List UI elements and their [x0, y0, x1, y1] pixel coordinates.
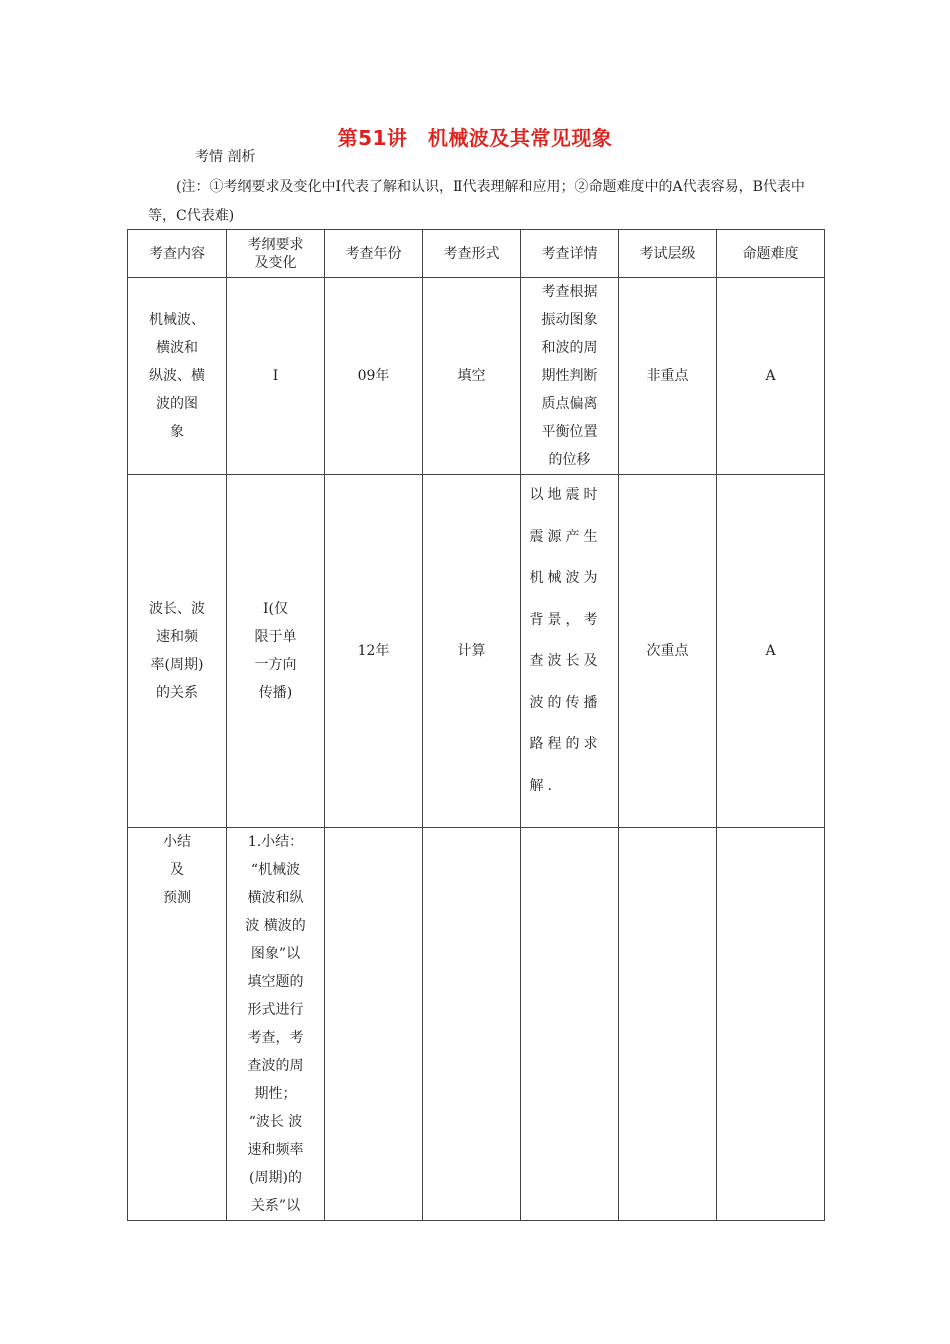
legend-note: (注：①考纲要求及变化中Ⅰ代表了解和认识，Ⅱ代表理解和应用；②命题难度中的A代表容易，B代表中等，C代表难): [148, 179, 805, 224]
detail-cell: 以地震时 震源产生 机械波为 背景，考 查波长及 波的传播 路程的求 解.: [521, 475, 619, 828]
header-cell: 考查详情: [521, 230, 619, 278]
page-title: 第51讲 机械波及其常见现象: [337, 126, 613, 150]
section-subtitle: 考情 剖析: [195, 149, 256, 165]
difficulty-cell: A: [717, 278, 825, 475]
requirement-cell: 1.小结： “机械波 横波和纵 波 横波的 图象”以 填空题的 形式进行 考查，考 查波的周 期性； “波长 波 速和频率 (周期)的 关系”以: [227, 828, 325, 1221]
level-cell: [619, 828, 717, 1221]
header-cell: 考查内容: [128, 230, 227, 278]
table-row: [128, 828, 825, 1221]
level-cell: 次重点: [619, 475, 717, 828]
header-cell: 考纲要求 及变化: [227, 230, 325, 278]
level-cell: 非重点: [619, 278, 717, 475]
content-cell: 小结 及 预测: [128, 828, 227, 1221]
table-row: [128, 278, 825, 475]
header-cell: 考试层级: [619, 230, 717, 278]
header-cell: 考查形式: [423, 230, 521, 278]
year-cell: 12年: [325, 475, 423, 828]
exam-analysis-table: [127, 229, 825, 1221]
year-cell: [325, 828, 423, 1221]
detail-cell: 考查根据 振动图象 和波的周 期性判断 质点偏离 平衡位置 的位移: [521, 278, 619, 475]
form-cell: 计算: [423, 475, 521, 828]
difficulty-cell: A: [717, 475, 825, 828]
detail-cell: [521, 828, 619, 1221]
content-cell: 波长、波 速和频 率(周期) 的关系: [128, 475, 227, 828]
header-cell: 命题难度: [717, 230, 825, 278]
content-cell: 机械波、 横波和 纵波、横 波的图 象: [128, 278, 227, 475]
requirement-cell: Ⅰ: [227, 278, 325, 475]
requirement-cell: Ⅰ(仅 限于单 一方向 传播): [227, 475, 325, 828]
table-row: [128, 475, 825, 828]
table-header-row: [128, 230, 825, 278]
difficulty-cell: [717, 828, 825, 1221]
form-cell: [423, 828, 521, 1221]
header-cell: 考查年份: [325, 230, 423, 278]
year-cell: 09年: [325, 278, 423, 475]
form-cell: 填空: [423, 278, 521, 475]
